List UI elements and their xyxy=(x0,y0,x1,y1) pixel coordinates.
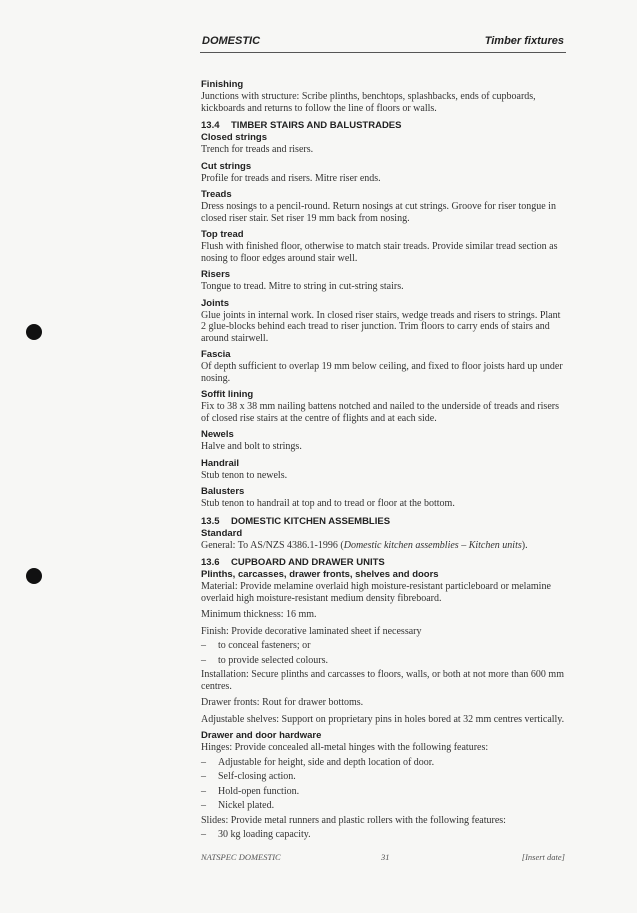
header-section: DOMESTIC xyxy=(202,35,261,47)
section-13-4-heading xyxy=(201,120,565,132)
cut-strings-text: Profile for treads and risers. Mitre riser ends. xyxy=(201,172,381,184)
closed-strings-text: Trench for treads and risers. xyxy=(201,144,314,155)
binder-hole-bottom xyxy=(26,568,42,584)
handrail-heading: Handrail xyxy=(201,457,240,469)
risers-text: Tongue to tread. Mitre to string in cut-string stairs. xyxy=(201,281,404,292)
finish-text: Finish: Provide decorative laminated sheet if necessary xyxy=(201,625,422,637)
page-content xyxy=(201,79,565,844)
header-topic: Timber fixtures xyxy=(484,35,564,47)
newels-heading: Newels xyxy=(201,429,234,440)
joints-heading: Joints xyxy=(201,297,229,309)
section-number: 13.5 xyxy=(201,515,220,527)
section-title: TIMBER STAIRS AND BALUSTRADES xyxy=(231,120,402,131)
plinths-heading: Plinths, carcasses, drawer fronts, shelves and doors xyxy=(201,569,439,580)
footer-date: [Insert date] xyxy=(521,852,565,862)
fascia-heading: Fascia xyxy=(201,349,231,360)
thickness-text: Minimum thickness: 16 mm. xyxy=(201,609,317,620)
balusters-heading: Balusters xyxy=(201,486,245,497)
section-number: 13.4 xyxy=(201,120,220,131)
risers-heading: Risers xyxy=(201,269,231,280)
newels-text: Halve and bolt to strings. xyxy=(201,441,302,452)
drawer-fronts-text: Drawer fronts: Rout for drawer bottoms. xyxy=(201,697,364,708)
hardware-heading: Drawer and door hardware xyxy=(201,730,322,741)
hinge-item: – Hold-open function. xyxy=(201,786,565,798)
slide-item: – 30 kg loading capacity. xyxy=(201,829,565,841)
section-title: CUPBOARD AND DRAWER UNITS xyxy=(231,557,385,568)
finishing-text: Junctions with structure: Scribe plinths, benchtops, splashbacks, ends of cupboards, kickboards and returns to follow the line of floors or walls. xyxy=(201,91,536,114)
page-number: 31 xyxy=(381,852,390,862)
fascia-text: Of depth sufficient to overlap 19 mm below ceiling, and fixed to floor joists hard up under nosing. xyxy=(201,361,563,384)
standard-text xyxy=(201,540,565,552)
finish-item: – to conceal fasteners; or xyxy=(201,640,565,652)
installation-text: Installation: Secure plinths and carcasses to floors, walls, or both at not more than 600 mm centres. xyxy=(201,669,564,692)
hinge-item: – Nickel plated. xyxy=(201,800,565,812)
section-number: 13.6 xyxy=(201,557,220,568)
slides-text: Slides: Provide metal runners and plastic rollers with the following features: xyxy=(201,814,506,826)
hinges-text: Hinges: Provide concealed all-metal hinges with the following features: xyxy=(201,742,489,753)
footer-doc: NATSPEC DOMESTIC xyxy=(201,852,281,862)
standard-heading: Standard xyxy=(201,527,243,539)
cut-strings-heading: Cut strings xyxy=(201,160,252,172)
treads-text: Dress nosings to a pencil-round. Return nosings at cut strings. Groove for riser tongue in closed riser stair. Set riser 19 mm back from nosing. xyxy=(201,201,556,224)
standard-suffix: ). xyxy=(521,539,528,551)
treads-heading: Treads xyxy=(201,189,232,200)
binder-hole-top xyxy=(26,324,42,340)
standard-title: Domestic kitchen assemblies – Kitchen units xyxy=(343,539,522,551)
page-header xyxy=(200,34,566,53)
hinge-item: – Adjustable for height, side and depth location of door. xyxy=(201,757,565,769)
standard-prefix: General: To AS/NZS 4386.1-1996 ( xyxy=(201,539,344,551)
finish-item: – to provide selected colours. xyxy=(201,655,565,667)
closed-strings-heading: Closed strings xyxy=(201,132,267,143)
soffit-text: Fix to 38 x 38 mm nailing battens notched and nailed to the underside of treads and risers of closed rise stairs at the centre of flights and at each side. xyxy=(201,401,559,424)
hinge-item: – Self-closing action. xyxy=(201,771,565,783)
shelves-text: Adjustable shelves: Support on proprietary pins in holes bored at 32 mm centres vertically. xyxy=(201,713,565,725)
section-title: DOMESTIC KITCHEN ASSEMBLIES xyxy=(231,515,391,527)
finishing-heading: Finishing xyxy=(201,79,244,90)
joints-text: Glue joints in internal work. In closed riser stairs, wedge treads and risers to strings. Plant 2 glue-blocks behind each tread to riser junction. Trim floors to carry ends of stairs and around stairwell. xyxy=(201,309,561,344)
top-tread-text: Flush with finished floor, otherwise to match stair treads. Provide similar tread section as nosing to floor edges around stair well. xyxy=(201,241,558,264)
balusters-text: Stub tenon to handrail at top and to tread or floor at the bottom. xyxy=(201,498,455,509)
material-text: Material: Provide melamine overlaid high moisture-resistant particleboard or melamine overlaid high moisture-resistant medium density fibreboard. xyxy=(201,581,551,604)
soffit-heading: Soffit lining xyxy=(201,389,254,400)
section-13-6-heading xyxy=(201,557,565,569)
handrail-text: Stub tenon to newels. xyxy=(201,469,288,481)
top-tread-heading: Top tread xyxy=(201,229,244,240)
section-13-5-heading xyxy=(201,516,565,528)
